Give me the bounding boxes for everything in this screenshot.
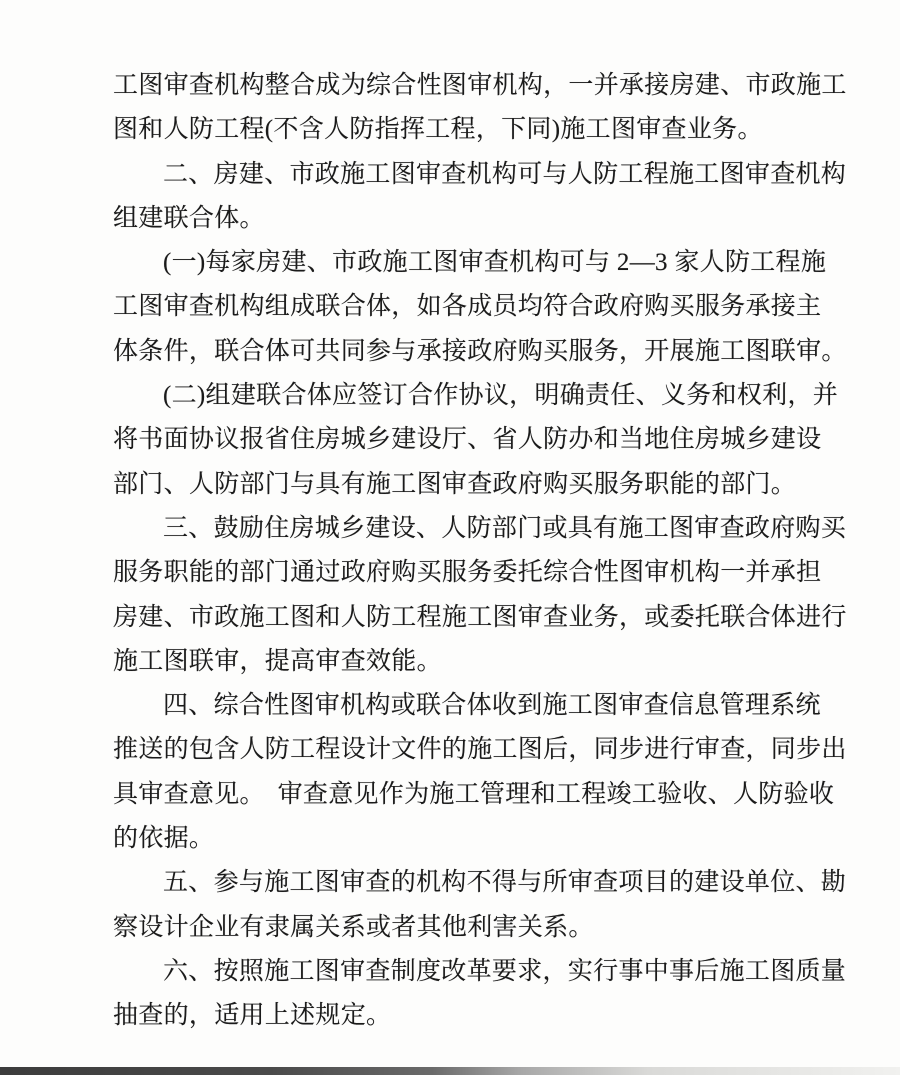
text-line-content: 体条件，联合体可共同参与承接政府购买服务，开展施工图联审。 [113,337,847,365]
text-line-content: 六、按照施工图审查制度改革要求，实行事中事后施工图质量 [163,957,847,985]
text-line-content: 施工图联审，提高审查效能。 [113,647,442,675]
text-line [113,507,847,551]
text-line-content: 三、鼓励住房城乡建设、人防部门或具有施工图审查政府购买 [163,514,847,542]
text-line [113,374,839,418]
text-line [113,551,822,595]
text-line [113,861,847,905]
text-line-content: 组建联合体。 [113,204,265,232]
text-line-content: 推送的包含人防工程设计文件的施工图后，同步进行审查，同步出 [113,736,847,764]
text-line-content: 将书面协议报省住房城乡建设厅、省人防办和当地住房城乡建设 [113,426,822,454]
text-line-content: 具审查意见。 审查意见作为施工管理和工程竣工验收、人防验收 [113,780,835,808]
text-line-content: 部门、人防部门与具有施工图审查政府购买服务职能的部门。 [113,470,797,498]
text-line [113,285,822,329]
text-line [113,241,827,285]
text-line-content: 服务职能的部门通过政府购买服务委托综合性图审机构一并承担 [113,559,822,587]
text-line [113,418,822,462]
text-line [113,64,847,108]
text-line-content: 图和人防工程(不含人防指挥工程，下同)施工图审查业务。 [113,116,763,144]
text-line-content: 二、房建、市政施工图审查机构可与人防工程施工图审查机构 [163,160,847,188]
text-line [113,950,847,994]
text-line [113,906,819,950]
text-line [113,640,819,684]
text-line [113,773,835,817]
text-line [113,330,847,374]
text-line [113,463,819,507]
text-line [113,108,819,152]
scan-edge-artifact [0,1067,900,1075]
text-line-content: (二)组建联合体应签订合作协议，明确责任、义务和权利，并 [163,382,839,410]
text-line-content: 五、参与施工图审查的机构不得与所审查项目的建设单位、勘 [163,869,847,897]
text-line-content: 工图审查机构整合成为综合性图审机构，一并承接房建、市政施工 [113,72,847,99]
text-line [113,153,847,197]
text-line [113,994,819,1038]
text-line [113,197,819,241]
text-line [113,596,847,640]
text-line [113,684,819,728]
text-line-content: 的依据。 [113,825,215,853]
text-line-content: 工图审查机构组成联合体，如各成员均符合政府购买服务承接主 [113,293,822,321]
text-line-content: 房建、市政施工图和人防工程施工图审查业务，或委托联合体进行 [113,603,847,631]
text-line [113,817,819,861]
text-line [113,728,847,772]
document-text [113,64,847,1039]
text-line-content: 察设计企业有隶属关系或者其他利害关系。 [113,913,594,941]
text-line-content: 四、综合性图审机构或联合体收到施工图审查信息管理系统 [163,692,821,720]
text-line-content: (一)每家房建、市政施工图审查机构可与 2—3 家人防工程施 [163,249,827,277]
text-line-content: 抽查的，适用上述规定。 [113,1002,392,1030]
